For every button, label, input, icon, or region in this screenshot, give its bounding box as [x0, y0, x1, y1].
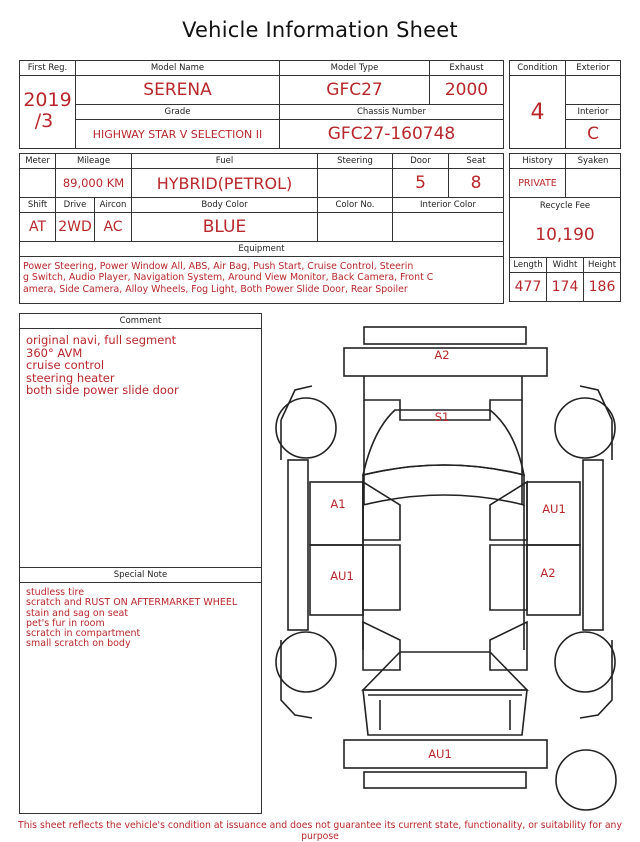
right-rear-door-mark: A2	[540, 566, 556, 580]
interior-value: C	[565, 119, 621, 149]
color-no-value	[317, 212, 393, 242]
comment-label: Comment	[19, 313, 262, 329]
front-bumper-top	[364, 327, 526, 344]
first-reg-label: First Reg.	[19, 60, 76, 76]
rear-bumper-mark: AU1	[428, 747, 452, 761]
interior-color-label: Interior Color	[392, 197, 504, 213]
car-damage-diagram	[268, 318, 626, 818]
color-no-label: Color No.	[317, 197, 393, 213]
body-color-label: Body Color	[131, 197, 318, 213]
recycle-fee-label: Recycle Fee	[539, 201, 591, 211]
comment-item: cruise control	[26, 358, 105, 372]
recycle-fee-value: 10,190	[535, 225, 595, 245]
exhaust-value: 2000	[429, 75, 504, 105]
right-rear-door	[527, 545, 580, 615]
syaken-label: Syaken	[565, 153, 621, 169]
special-note-item: scratch and RUST ON AFTERMARKET WHEEL	[26, 597, 238, 609]
drive-value: 2WD	[55, 212, 95, 242]
shift-value: AT	[19, 212, 56, 242]
shift-label: Shift	[19, 197, 56, 213]
left-front-door-mark: A1	[330, 497, 346, 511]
special-note-item: stain and sag on seat	[26, 607, 129, 619]
history-label: History	[509, 153, 566, 169]
left-front-wheel	[276, 398, 336, 458]
drive-label: Drive	[55, 197, 95, 213]
rear-bumper-bottom	[364, 772, 526, 788]
right-rear-quarter	[580, 640, 612, 718]
width-value: 174	[546, 272, 584, 302]
first-reg-year: 2019	[23, 89, 72, 111]
tailgate	[363, 690, 527, 735]
meter-label: Meter	[19, 153, 56, 169]
history-value: PRIVATE	[509, 168, 566, 198]
length-label: Length	[509, 257, 547, 273]
model-type-value: GFC27	[279, 75, 430, 105]
model-name-value: SERENA	[75, 75, 280, 105]
chassis-number-value: GFC27-160748	[279, 119, 504, 149]
exterior-label: Exterior	[565, 60, 621, 76]
front-bumper-mark: A2	[434, 348, 450, 362]
grade-label: Grade	[75, 104, 280, 120]
fuel-value: HYBRID(PETROL)	[131, 168, 318, 198]
left-rear-wheel	[276, 632, 336, 692]
comment-item: both side power slide door	[26, 383, 179, 397]
left-rear-window	[363, 622, 400, 670]
mileage-value: 89,000 KM	[55, 168, 132, 198]
equipment-line: g Switch, Audio Player, Navigation System, Around View Monitor, Back Camera, Front C	[23, 272, 434, 284]
model-type-label: Model Type	[279, 60, 430, 76]
left-front-fender	[281, 386, 312, 460]
comment-list	[26, 334, 260, 397]
sheet-title: Vehicle Information Sheet	[182, 18, 458, 42]
left-rear-quarter	[281, 640, 312, 718]
door-label: Door	[392, 153, 449, 169]
fuel-label: Fuel	[131, 153, 318, 169]
seat-label: Seat	[448, 153, 504, 169]
special-note-label: Special Note	[19, 567, 262, 583]
aircon-value: AC	[94, 212, 132, 242]
equipment-line: Power Steering, Power Window All, ABS, Air Bag, Push Start, Cruise Control, Steerin	[23, 261, 414, 272]
exterior-value	[565, 75, 621, 105]
length-value: 477	[509, 272, 547, 302]
steering-value	[317, 168, 393, 198]
left-rear-door-mark: AU1	[330, 569, 354, 583]
comment-item: original navi, full segment	[26, 333, 177, 347]
left-side-strip	[288, 460, 308, 630]
aircon-label: Aircon	[94, 197, 132, 213]
spare-tire	[556, 750, 616, 810]
equipment-text	[23, 261, 503, 295]
footer-disclaimer: This sheet reflects the vehicle's condition at issuance and does not guarantee its current state, functionality, or suitability for any purpose	[18, 820, 622, 842]
special-note-item: small scratch on body	[26, 638, 131, 650]
left-front-window	[363, 482, 400, 540]
equipment-label: Equipment	[19, 241, 504, 257]
height-label: Height	[583, 257, 621, 273]
right-mid-window	[490, 545, 527, 610]
cabin-outline	[363, 505, 524, 650]
door-value: 5	[392, 168, 449, 198]
left-mid-window	[363, 545, 400, 610]
meter-value	[19, 168, 56, 198]
roof-mark: S1	[434, 410, 450, 424]
exhaust-label: Exhaust	[429, 60, 504, 76]
condition-label: Condition	[509, 60, 566, 76]
right-side-strip	[583, 460, 603, 630]
special-note-item: studless tire	[26, 587, 85, 598]
first-reg-month: /3	[34, 110, 54, 132]
special-note-list	[26, 588, 260, 650]
right-front-door-mark: AU1	[542, 502, 566, 516]
special-note-item: pet's fur in room	[26, 617, 105, 629]
left-front-door	[310, 482, 363, 545]
steering-label: Steering	[317, 153, 393, 169]
condition-value: 4	[509, 75, 566, 149]
chassis-number-label: Chassis Number	[279, 104, 504, 120]
right-rear-window	[490, 622, 527, 670]
rear-window	[363, 652, 527, 690]
height-value: 186	[583, 272, 621, 302]
model-name-label: Model Name	[75, 60, 280, 76]
mileage-label: Mileage	[55, 153, 132, 169]
width-label: Widht	[546, 257, 584, 273]
body-color-value: BLUE	[131, 212, 318, 242]
tailgate-detail	[380, 700, 510, 730]
interior-color-value	[392, 212, 504, 242]
seat-value: 8	[448, 168, 504, 198]
interior-label: Interior	[565, 104, 621, 120]
grade-value: HIGHWAY STAR V SELECTION II	[75, 119, 280, 149]
comment-item: 360° AVM	[26, 345, 83, 360]
syaken-value	[565, 168, 621, 198]
comment-item: steering heater	[26, 370, 115, 385]
special-note-item: scratch in compartment	[26, 628, 141, 640]
right-rear-wheel	[555, 632, 615, 692]
equipment-line: amera, Side Camera, Alloy Wheels, Fog Light, Both Power Slide Door, Rear Spoiler	[23, 283, 408, 295]
